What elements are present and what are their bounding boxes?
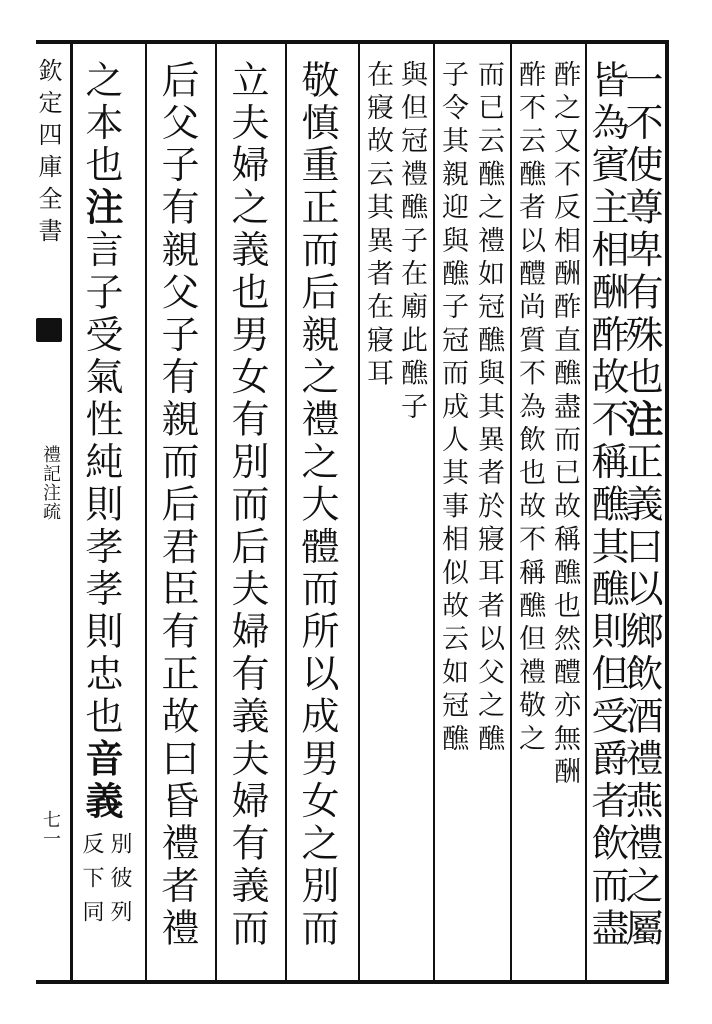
text-column: [79, 60, 124, 824]
text-run: 言子受氣性純則孝孝則忠也: [79, 229, 123, 739]
collection-title: 欽定四庫全書: [34, 58, 62, 250]
text-column: 而已云醮之禮如冠醮與其異者於寢耳者以父之醮: [473, 60, 504, 758]
column-divider: [215, 44, 217, 980]
column-divider: [145, 44, 147, 980]
text-column: 與但冠禮醮子在廟此醮子: [396, 60, 427, 426]
text-column: [225, 60, 269, 951]
column-divider: [285, 44, 287, 980]
text-column: 在寢故云其異者在寢耳: [362, 60, 393, 392]
text-run: 之本也: [79, 60, 123, 188]
frame-bottom: [36, 980, 668, 984]
page-number: 七一: [40, 810, 61, 848]
annotation-marker: 注: [79, 187, 124, 230]
frame-right: [665, 40, 669, 984]
text-run: 敬慎重正而后親之禮之大體而所以成男女之別而: [295, 60, 339, 951]
frame-top: [36, 40, 668, 44]
text-column: [155, 60, 199, 951]
text-column: 子令其親迎與醮子冠而成人其事相似故云如冠醮: [437, 60, 468, 758]
book-title: 禮記注疏: [40, 445, 61, 521]
text-column: [295, 60, 339, 951]
annotation-marker: 注: [619, 399, 664, 442]
column-divider: [433, 44, 435, 980]
text-run: 后父子有親父子有親而后君臣有正故曰昏禮者禮: [155, 60, 199, 951]
text-column: 反下同: [79, 832, 104, 934]
fish-tail-mark: [36, 318, 62, 342]
text-column: 酢之又不反相酬酢直醮盡而已故稱醮也然醴亦無酬: [549, 60, 580, 791]
text-run: 正義曰以鄉飲酒禮燕禮之屬: [619, 441, 663, 951]
text-column: 酢不云醮者以醴尚質不為飲也故不稱醮但禮敬之: [514, 60, 545, 758]
text-run: 立夫婦之義也男女有別而后夫婦有義夫婦有義而: [225, 60, 269, 951]
column-divider: [358, 44, 360, 980]
text-column: [585, 60, 629, 951]
annotation-marker: 音義: [79, 738, 124, 824]
column-divider: [510, 44, 512, 980]
margin-divider: [70, 40, 73, 984]
text-column: 別彼列: [107, 832, 132, 934]
text-run: 皆為賓主相酬酢故不稱醮其醮則但受爵者飲而盡: [585, 60, 629, 951]
text-run: 一不使尊卑有殊也: [619, 60, 663, 400]
